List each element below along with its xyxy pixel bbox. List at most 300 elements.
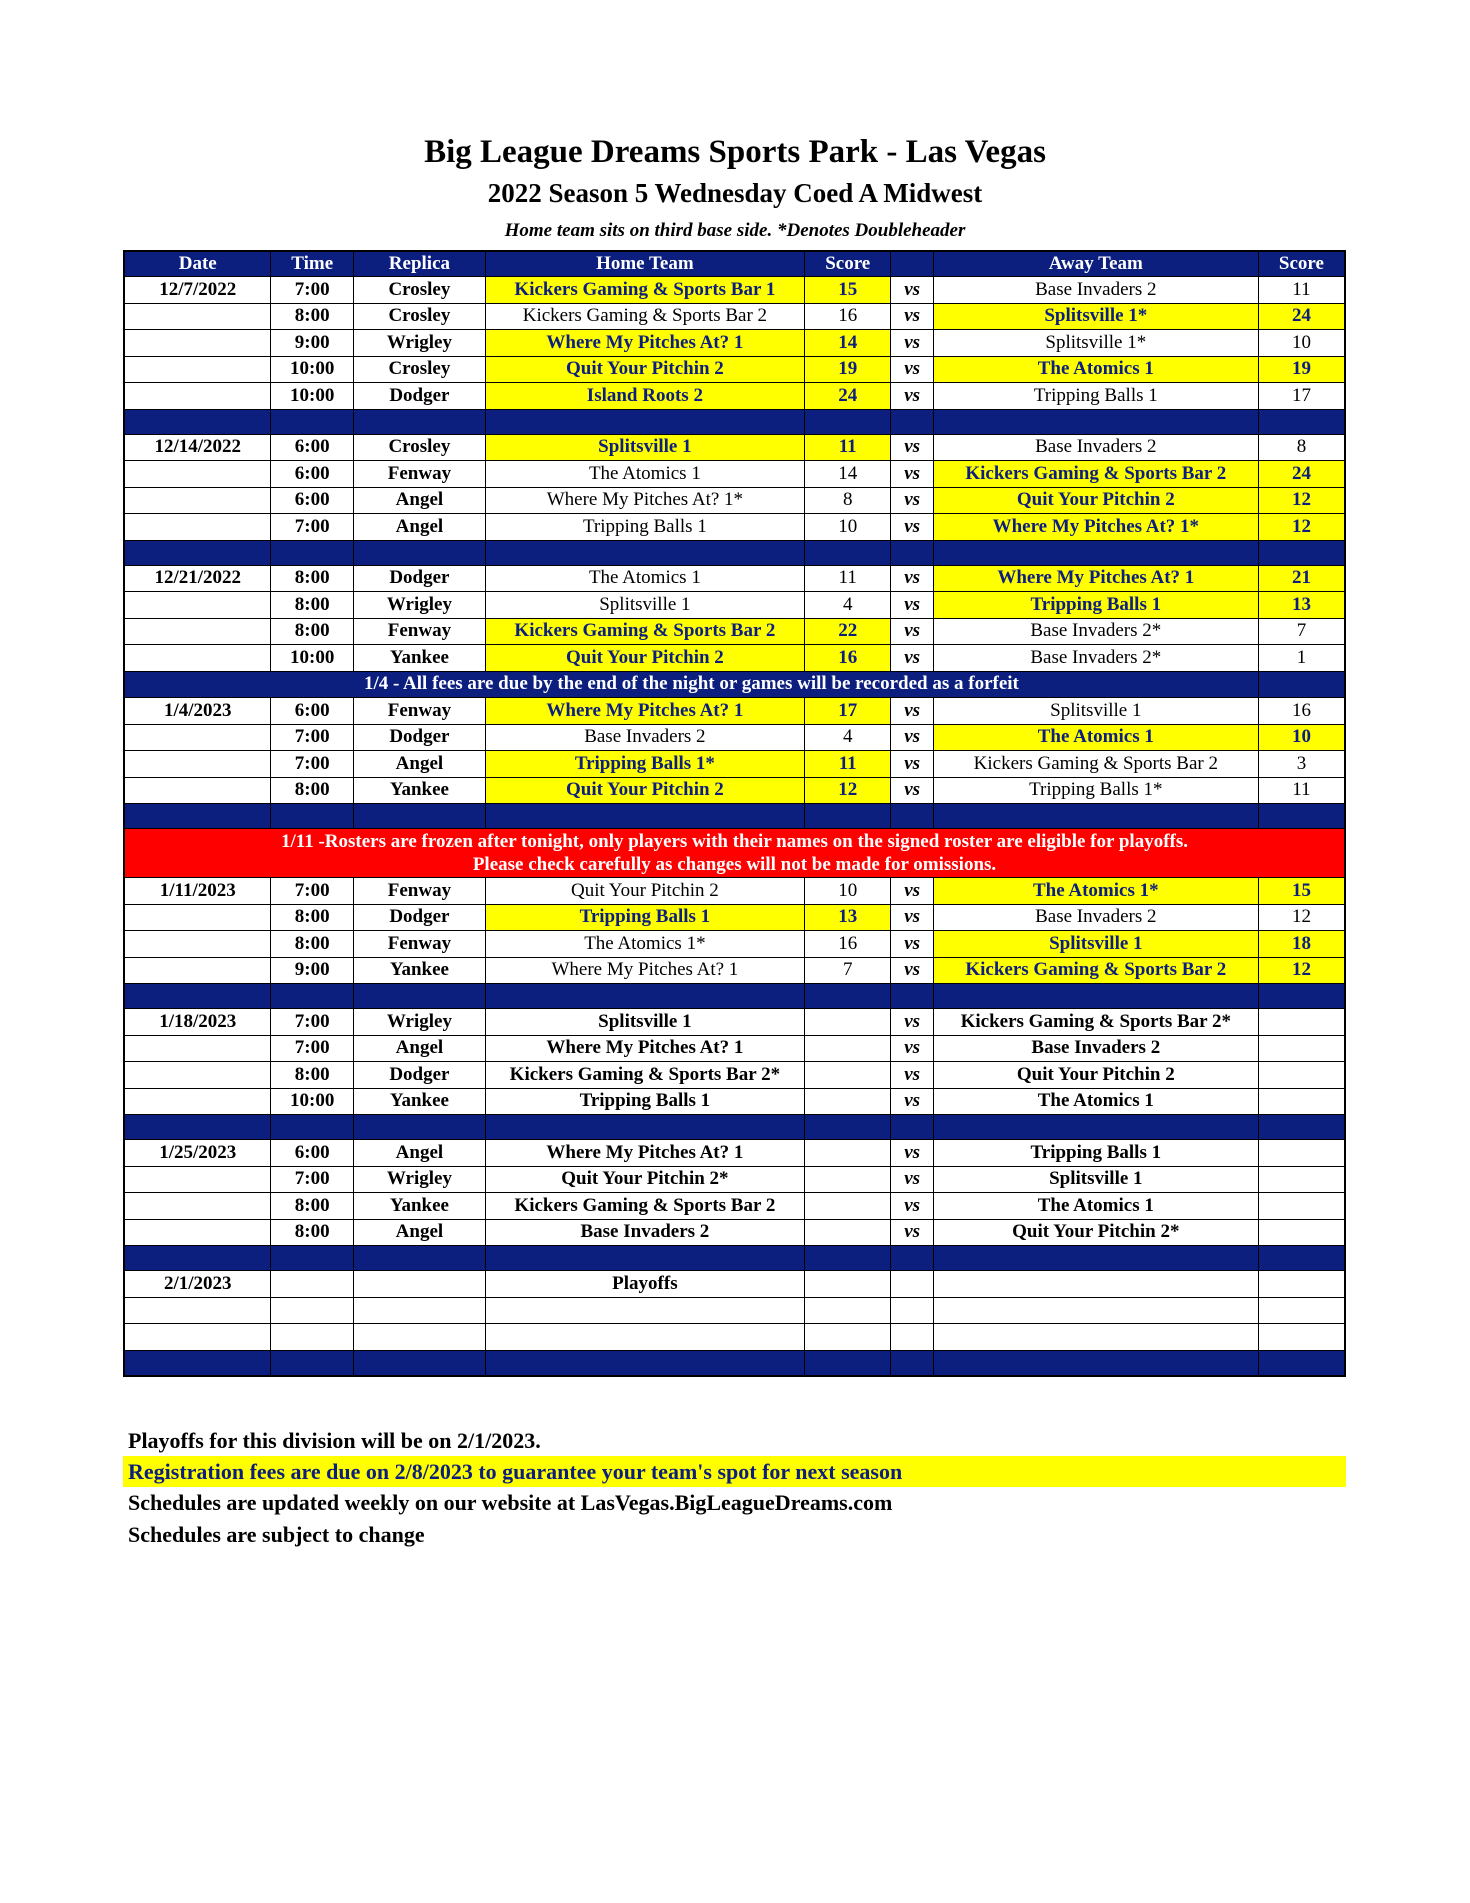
- game-time: 8:00: [271, 592, 354, 619]
- away-score: [1258, 1062, 1345, 1089]
- separator-cell: [485, 984, 804, 1009]
- game-time: 8:00: [271, 904, 354, 931]
- game-date: [124, 1088, 271, 1115]
- vs-label: vs: [891, 330, 933, 357]
- game-replica: Crosley: [353, 303, 485, 330]
- away-team: Where My Pitches At? 1: [933, 565, 1258, 592]
- away-team: Kickers Gaming & Sports Bar 2*: [933, 1009, 1258, 1036]
- separator-cell: [1258, 804, 1345, 829]
- separator-cell: [804, 984, 891, 1009]
- header-away-team: Away Team: [933, 251, 1258, 277]
- game-replica: Crosley: [353, 356, 485, 383]
- home-team: Where My Pitches At? 1: [485, 330, 804, 357]
- home-score: 8: [804, 487, 891, 514]
- separator-cell: [124, 984, 271, 1009]
- home-team: Kickers Gaming & Sports Bar 1: [485, 277, 804, 304]
- game-replica: Wrigley: [353, 1166, 485, 1193]
- away-team: Base Invaders 2*: [933, 645, 1258, 672]
- game-date: [124, 461, 271, 488]
- away-score: [1258, 1219, 1345, 1246]
- away-team: Base Invaders 2: [933, 904, 1258, 931]
- vs-label: vs: [891, 904, 933, 931]
- vs-label: vs: [891, 461, 933, 488]
- game-row: [124, 461, 1345, 488]
- away-team: Kickers Gaming & Sports Bar 2: [933, 461, 1258, 488]
- vs-label: vs: [891, 777, 933, 804]
- game-date: [124, 957, 271, 984]
- game-time: 8:00: [271, 1062, 354, 1089]
- vs-label: vs: [891, 1219, 933, 1246]
- game-time: 7:00: [271, 1166, 354, 1193]
- game-date: 1/18/2023: [124, 1009, 271, 1036]
- game-date: [124, 645, 271, 672]
- separator-cell: [271, 804, 354, 829]
- away-team: Base Invaders 2: [933, 434, 1258, 461]
- game-replica: Angel: [353, 487, 485, 514]
- home-score: 22: [804, 618, 891, 645]
- separator-row: [124, 540, 1345, 565]
- game-time: 8:00: [271, 565, 354, 592]
- schedule-body: [124, 277, 1345, 1376]
- game-time: 10:00: [271, 1088, 354, 1115]
- game-row: [124, 645, 1345, 672]
- separator-cell: [1258, 1115, 1345, 1140]
- game-row: [124, 356, 1345, 383]
- home-team: [485, 1297, 804, 1324]
- game-row: [124, 383, 1345, 410]
- game-time: 7:00: [271, 277, 354, 304]
- game-row: [124, 592, 1345, 619]
- notice-row: [124, 671, 1345, 698]
- game-row: [124, 1035, 1345, 1062]
- game-replica: Angel: [353, 1219, 485, 1246]
- vs-label: vs: [891, 277, 933, 304]
- game-date: [124, 330, 271, 357]
- roster-alert: [124, 829, 1345, 878]
- vs-label: vs: [891, 434, 933, 461]
- header-note: Home team sits on third base side. *Denotes Doubleheader: [504, 220, 966, 241]
- home-score: 17: [804, 698, 891, 725]
- separator-cell: [933, 804, 1258, 829]
- home-team: Quit Your Pitchin 2: [485, 878, 804, 905]
- away-score: 7: [1258, 618, 1345, 645]
- away-score: [1258, 1166, 1345, 1193]
- home-score: 10: [804, 514, 891, 541]
- game-replica: Dodger: [353, 383, 485, 410]
- game-date: [124, 1324, 271, 1351]
- separator-cell: [353, 540, 485, 565]
- game-time: 8:00: [271, 618, 354, 645]
- separator-cell: [271, 1246, 354, 1271]
- away-team: Splitsville 1: [933, 1166, 1258, 1193]
- home-team: The Atomics 1: [485, 565, 804, 592]
- home-team: Quit Your Pitchin 2*: [485, 1166, 804, 1193]
- separator-cell: [485, 1350, 804, 1376]
- vs-label: vs: [891, 1088, 933, 1115]
- separator-cell: [804, 1115, 891, 1140]
- vs-label: vs: [891, 931, 933, 958]
- game-replica: Yankee: [353, 645, 485, 672]
- away-team: Splitsville 1*: [933, 330, 1258, 357]
- game-date: [124, 618, 271, 645]
- separator-cell: [124, 1115, 271, 1140]
- game-date: 1/4/2023: [124, 698, 271, 725]
- home-score: 10: [804, 878, 891, 905]
- away-team: Kickers Gaming & Sports Bar 2: [933, 957, 1258, 984]
- game-replica: Crosley: [353, 434, 485, 461]
- page-title: Big League Dreams Sports Park - Las Vegas: [424, 134, 1046, 170]
- away-score: [1258, 1324, 1345, 1351]
- game-time: 7:00: [271, 1035, 354, 1062]
- game-time: 10:00: [271, 383, 354, 410]
- game-replica: Angel: [353, 1140, 485, 1167]
- game-row: [124, 1297, 1345, 1324]
- game-row: [124, 724, 1345, 751]
- away-team: [933, 1324, 1258, 1351]
- away-team: Base Invaders 2*: [933, 618, 1258, 645]
- home-score: 11: [804, 751, 891, 778]
- game-time: 6:00: [271, 487, 354, 514]
- home-score: 19: [804, 356, 891, 383]
- game-time: 8:00: [271, 303, 354, 330]
- game-time: 6:00: [271, 698, 354, 725]
- game-row: [124, 904, 1345, 931]
- home-team: Kickers Gaming & Sports Bar 2: [485, 303, 804, 330]
- game-time: 6:00: [271, 1140, 354, 1167]
- home-team: Splitsville 1: [485, 1009, 804, 1036]
- separator-cell: [804, 1246, 891, 1271]
- home-team: Splitsville 1: [485, 434, 804, 461]
- vs-label: [891, 1324, 933, 1351]
- away-score: [1258, 1035, 1345, 1062]
- registration-note: Registration fees are due on 2/8/2023 to guarantee your team's spot for next season: [123, 1456, 1346, 1487]
- subject-to-change-note: Schedules are subject to change: [128, 1522, 425, 1547]
- away-score: 15: [1258, 878, 1345, 905]
- separator-cell: [124, 1246, 271, 1271]
- away-team: Base Invaders 2: [933, 1035, 1258, 1062]
- away-score: 13: [1258, 592, 1345, 619]
- separator-cell: [804, 540, 891, 565]
- game-row: [124, 1193, 1345, 1220]
- home-score: 24: [804, 383, 891, 410]
- game-date: 12/14/2022: [124, 434, 271, 461]
- home-score: [804, 1297, 891, 1324]
- away-score: 12: [1258, 514, 1345, 541]
- away-team: Kickers Gaming & Sports Bar 2: [933, 751, 1258, 778]
- vs-label: vs: [891, 356, 933, 383]
- vs-label: vs: [891, 303, 933, 330]
- home-score: [804, 1193, 891, 1220]
- separator-cell: [891, 1246, 933, 1271]
- game-date: [124, 1219, 271, 1246]
- schedule-table: [123, 250, 1346, 1377]
- home-score: 14: [804, 461, 891, 488]
- home-team: [485, 1324, 804, 1351]
- game-date: [124, 487, 271, 514]
- separator-cell: [933, 540, 1258, 565]
- game-replica: Dodger: [353, 904, 485, 931]
- game-row: [124, 1088, 1345, 1115]
- separator-cell: [891, 984, 933, 1009]
- separator-cell: [933, 984, 1258, 1009]
- home-score: [804, 1062, 891, 1089]
- separator-cell: [933, 1246, 1258, 1271]
- home-team: Splitsville 1: [485, 592, 804, 619]
- home-score: [804, 1140, 891, 1167]
- vs-label: vs: [891, 487, 933, 514]
- vs-label: vs: [891, 751, 933, 778]
- home-score: 13: [804, 904, 891, 931]
- separator-cell: [353, 1350, 485, 1376]
- away-score: 1: [1258, 645, 1345, 672]
- game-row: [124, 330, 1345, 357]
- game-time: 7:00: [271, 724, 354, 751]
- away-score: 12: [1258, 487, 1345, 514]
- game-replica: Yankee: [353, 777, 485, 804]
- game-replica: Wrigley: [353, 592, 485, 619]
- roster-alert-line1: 1/11 -Rosters are frozen after tonight, only players with their names on the signed roster are eligible for playoffs.: [281, 831, 1188, 852]
- away-team: Quit Your Pitchin 2*: [933, 1219, 1258, 1246]
- game-row: [124, 514, 1345, 541]
- game-time: 8:00: [271, 1219, 354, 1246]
- game-date: [124, 1297, 271, 1324]
- away-score: 17: [1258, 383, 1345, 410]
- notice-cell: [1258, 671, 1345, 698]
- separator-cell: [933, 1115, 1258, 1140]
- game-date: [124, 1062, 271, 1089]
- game-time: 7:00: [271, 1009, 354, 1036]
- game-date: 12/7/2022: [124, 277, 271, 304]
- home-score: 15: [804, 277, 891, 304]
- home-team: Island Roots 2: [485, 383, 804, 410]
- home-team: Kickers Gaming & Sports Bar 2*: [485, 1062, 804, 1089]
- table-header-row: [124, 251, 1345, 277]
- game-replica: Fenway: [353, 618, 485, 645]
- separator-cell: [485, 540, 804, 565]
- game-time: 8:00: [271, 931, 354, 958]
- game-row: [124, 1140, 1345, 1167]
- game-date: [124, 303, 271, 330]
- separator-cell: [124, 540, 271, 565]
- away-team: Tripping Balls 1: [933, 383, 1258, 410]
- away-team: Tripping Balls 1: [933, 1140, 1258, 1167]
- separator-cell: [1258, 984, 1345, 1009]
- header-home-team: Home Team: [485, 251, 804, 277]
- game-replica: Dodger: [353, 1062, 485, 1089]
- away-score: 16: [1258, 698, 1345, 725]
- game-row: [124, 777, 1345, 804]
- game-time: 8:00: [271, 777, 354, 804]
- game-time: 9:00: [271, 330, 354, 357]
- away-team: Splitsville 1: [933, 698, 1258, 725]
- away-team: Tripping Balls 1: [933, 592, 1258, 619]
- notice-text: 1/4 - All fees are due by the end of the night or games will be recorded as a forfeit: [124, 671, 1258, 698]
- vs-label: [891, 1271, 933, 1298]
- home-score: 4: [804, 592, 891, 619]
- game-replica: [353, 1271, 485, 1298]
- away-team: [933, 1297, 1258, 1324]
- roster-alert-line2: Please check carefully as changes will not be made for omissions.: [472, 854, 997, 875]
- game-date: 2/1/2023: [124, 1271, 271, 1298]
- game-row: [124, 878, 1345, 905]
- away-score: [1258, 1271, 1345, 1298]
- vs-label: vs: [891, 698, 933, 725]
- separator-cell: [891, 540, 933, 565]
- game-date: 1/11/2023: [124, 878, 271, 905]
- separator-cell: [804, 804, 891, 829]
- home-score: 12: [804, 777, 891, 804]
- home-team: Tripping Balls 1: [485, 904, 804, 931]
- home-team: Tripping Balls 1: [485, 514, 804, 541]
- home-team: Quit Your Pitchin 2: [485, 356, 804, 383]
- game-row: [124, 565, 1345, 592]
- away-team: The Atomics 1: [933, 356, 1258, 383]
- game-date: [124, 383, 271, 410]
- website-note: Schedules are updated weekly on our website at LasVegas.BigLeagueDreams.com: [128, 1490, 893, 1515]
- game-replica: Fenway: [353, 698, 485, 725]
- away-score: 19: [1258, 356, 1345, 383]
- separator-cell: [1258, 540, 1345, 565]
- vs-label: vs: [891, 565, 933, 592]
- game-replica: Angel: [353, 1035, 485, 1062]
- game-replica: Wrigley: [353, 330, 485, 357]
- home-team: Base Invaders 2: [485, 724, 804, 751]
- separator-cell: [124, 804, 271, 829]
- separator-cell: [485, 804, 804, 829]
- home-team: The Atomics 1*: [485, 931, 804, 958]
- away-team: The Atomics 1*: [933, 878, 1258, 905]
- game-date: 1/25/2023: [124, 1140, 271, 1167]
- away-team: Tripping Balls 1*: [933, 777, 1258, 804]
- game-date: [124, 751, 271, 778]
- separator-cell: [271, 540, 354, 565]
- separator-row: [124, 804, 1345, 829]
- away-score: 12: [1258, 957, 1345, 984]
- home-score: 16: [804, 645, 891, 672]
- away-score: 11: [1258, 277, 1345, 304]
- game-row: [124, 1009, 1345, 1036]
- home-score: 4: [804, 724, 891, 751]
- separator-cell: [353, 409, 485, 434]
- separator-cell: [124, 409, 271, 434]
- game-replica: Dodger: [353, 724, 485, 751]
- game-time: 9:00: [271, 957, 354, 984]
- separator-cell: [1258, 409, 1345, 434]
- separator-row: [124, 409, 1345, 434]
- home-team: Tripping Balls 1: [485, 1088, 804, 1115]
- away-team: Splitsville 1*: [933, 303, 1258, 330]
- game-date: [124, 356, 271, 383]
- game-time: [271, 1324, 354, 1351]
- away-score: 11: [1258, 777, 1345, 804]
- away-team: Where My Pitches At? 1*: [933, 514, 1258, 541]
- game-row: [124, 1271, 1345, 1298]
- away-score: 3: [1258, 751, 1345, 778]
- page-subtitle: 2022 Season 5 Wednesday Coed A Midwest: [487, 178, 983, 208]
- separator-cell: [933, 1350, 1258, 1376]
- away-score: 24: [1258, 303, 1345, 330]
- game-replica: [353, 1297, 485, 1324]
- game-time: 7:00: [271, 514, 354, 541]
- away-score: 18: [1258, 931, 1345, 958]
- separator-cell: [485, 409, 804, 434]
- game-row: [124, 487, 1345, 514]
- vs-label: vs: [891, 645, 933, 672]
- vs-label: vs: [891, 1166, 933, 1193]
- home-team: The Atomics 1: [485, 461, 804, 488]
- header-replica: Replica: [353, 251, 485, 277]
- home-team: Quit Your Pitchin 2: [485, 777, 804, 804]
- separator-row: [124, 984, 1345, 1009]
- game-row: [124, 618, 1345, 645]
- away-team: The Atomics 1: [933, 1088, 1258, 1115]
- separator-cell: [1258, 1350, 1345, 1376]
- game-replica: Fenway: [353, 878, 485, 905]
- home-score: [804, 1088, 891, 1115]
- game-date: [124, 931, 271, 958]
- away-score: [1258, 1009, 1345, 1036]
- home-team: Where My Pitches At? 1: [485, 957, 804, 984]
- header-date: Date: [124, 251, 271, 277]
- game-row: [124, 1062, 1345, 1089]
- away-score: 21: [1258, 565, 1345, 592]
- game-time: 10:00: [271, 645, 354, 672]
- header-home-score: Score: [804, 251, 891, 277]
- away-team: Base Invaders 2: [933, 277, 1258, 304]
- vs-label: vs: [891, 957, 933, 984]
- game-replica: Fenway: [353, 931, 485, 958]
- separator-cell: [891, 1115, 933, 1140]
- game-row: [124, 1166, 1345, 1193]
- vs-label: vs: [891, 724, 933, 751]
- game-date: [124, 904, 271, 931]
- home-team: Quit Your Pitchin 2: [485, 645, 804, 672]
- separator-cell: [353, 984, 485, 1009]
- separator-row: [124, 1246, 1345, 1271]
- vs-label: vs: [891, 383, 933, 410]
- header-away-score: Score: [1258, 251, 1345, 277]
- home-team: Kickers Gaming & Sports Bar 2: [485, 618, 804, 645]
- game-date: [124, 592, 271, 619]
- away-score: [1258, 1193, 1345, 1220]
- separator-row: [124, 1350, 1345, 1376]
- game-replica: Angel: [353, 514, 485, 541]
- game-date: [124, 1193, 271, 1220]
- game-time: 7:00: [271, 751, 354, 778]
- separator-row: [124, 1115, 1345, 1140]
- vs-label: vs: [891, 1062, 933, 1089]
- away-score: 10: [1258, 724, 1345, 751]
- home-score: [804, 1035, 891, 1062]
- vs-label: vs: [891, 618, 933, 645]
- playoffs-note: Playoffs for this division will be on 2/1/2023.: [128, 1428, 541, 1453]
- game-time: [271, 1271, 354, 1298]
- home-team: Where My Pitches At? 1: [485, 1035, 804, 1062]
- game-replica: [353, 1324, 485, 1351]
- game-row: [124, 303, 1345, 330]
- home-score: 16: [804, 303, 891, 330]
- home-score: 11: [804, 434, 891, 461]
- home-score: 7: [804, 957, 891, 984]
- game-date: [124, 514, 271, 541]
- game-replica: Yankee: [353, 1193, 485, 1220]
- separator-cell: [891, 1350, 933, 1376]
- home-team: Kickers Gaming & Sports Bar 2: [485, 1193, 804, 1220]
- game-row: [124, 957, 1345, 984]
- home-score: [804, 1166, 891, 1193]
- separator-cell: [933, 409, 1258, 434]
- home-score: 16: [804, 931, 891, 958]
